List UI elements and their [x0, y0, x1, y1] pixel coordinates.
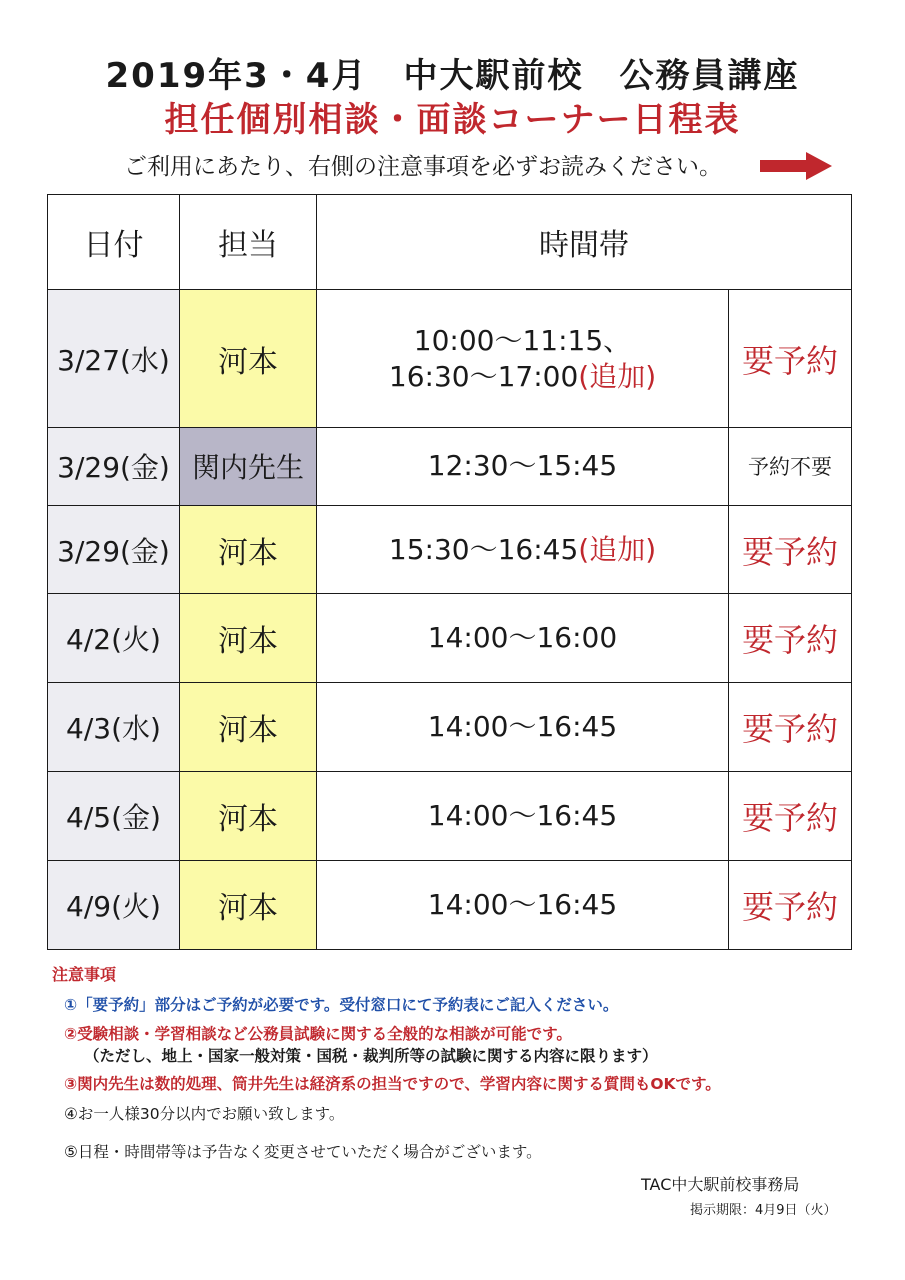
note-item: （ただし、地上・国家一般対策・国税・裁判所等の試験に関する内容に限ります） [84, 1047, 658, 1065]
staff-cell: 河本 [180, 683, 317, 772]
date-cell: 4/2(火) [48, 594, 180, 683]
reservation-cell: 要予約 [729, 683, 852, 772]
reservation-cell: 要予約 [729, 594, 852, 683]
page-title: 担任個別相談・面談コーナー日程表 [164, 100, 741, 140]
time-line [317, 359, 728, 395]
notes-heading: 注意事項 [52, 965, 117, 984]
date-cell: 4/9(火) [48, 861, 180, 950]
table-row [48, 290, 852, 428]
header-time: 時間帯 [317, 195, 852, 290]
table-row [48, 594, 852, 683]
header-date: 日付 [48, 195, 180, 290]
posting-period: 掲示期限：4月9日（火） [690, 1203, 837, 1218]
added-label: (追加) [578, 532, 657, 566]
time-text: 15:30～16:45 [388, 532, 579, 566]
note-item: ③関内先生は数的処理、筒井先生は経済系の担当ですので、学習内容に関する質問もOKです。 [64, 1075, 721, 1093]
office-name: TAC中大駅前校事務局 [641, 1175, 800, 1194]
time-cell: 14:00～16:00 [317, 594, 729, 683]
note-item: ②受験相談・学習相談など公務員試験に関する全般的な相談が可能です。 [64, 1025, 572, 1043]
table-row [48, 861, 852, 950]
time-cell: 12:30～15:45 [317, 428, 729, 506]
date-cell: 4/5(金) [48, 772, 180, 861]
date-cell: 3/27(水) [48, 290, 180, 428]
staff-cell: 河本 [180, 861, 317, 950]
table-header-row [48, 195, 852, 290]
table-row [48, 772, 852, 861]
schedule-table [47, 194, 852, 950]
time-cell: 14:00～16:45 [317, 772, 729, 861]
date-cell: 3/29(金) [48, 428, 180, 506]
reservation-cell: 要予約 [729, 772, 852, 861]
time-cell: 14:00～16:45 [317, 861, 729, 950]
date-cell: 4/3(水) [48, 683, 180, 772]
staff-cell: 河本 [180, 772, 317, 861]
time-cell [317, 290, 729, 428]
right-arrow-icon [760, 152, 832, 180]
header-period: 2019年3・4月 [105, 56, 368, 96]
notice-text: ご利用にあたり、右側の注意事項を必ずお読みください。 [124, 154, 722, 180]
note-item: ①「要予約」部分はご予約が必要です。受付窓口にて予約表にご記入ください。 [64, 996, 619, 1014]
staff-cell: 河本 [180, 290, 317, 428]
header-course: 公務員講座 [619, 56, 800, 96]
note-item: ⑤日程・時間帯等は予告なく変更させていただく場合がございます。 [64, 1143, 542, 1161]
time-cell [317, 505, 729, 594]
staff-cell: 河本 [180, 505, 317, 594]
note-item: ④お一人様30分以内でお願い致します。 [64, 1105, 345, 1123]
reservation-cell: 予約不要 [729, 428, 852, 506]
reservation-cell: 要予約 [729, 290, 852, 428]
table-row [48, 428, 852, 506]
table-row [48, 683, 852, 772]
reservation-cell: 要予約 [729, 861, 852, 950]
time-cell: 14:00～16:45 [317, 683, 729, 772]
time-line: 10:00～11:15、 [413, 323, 632, 357]
added-label: (追加) [578, 359, 657, 393]
header-staff: 担当 [180, 195, 317, 290]
notes-section [52, 962, 721, 1162]
table-row [48, 505, 852, 594]
staff-cell: 関内先生 [180, 428, 317, 506]
reservation-cell: 要予約 [729, 505, 852, 594]
page-header [0, 48, 905, 97]
header-school: 中大駅前校 [403, 56, 584, 96]
time-text: 16:30～17:00 [388, 359, 579, 393]
date-cell: 3/29(金) [48, 505, 180, 594]
staff-cell: 河本 [180, 594, 317, 683]
